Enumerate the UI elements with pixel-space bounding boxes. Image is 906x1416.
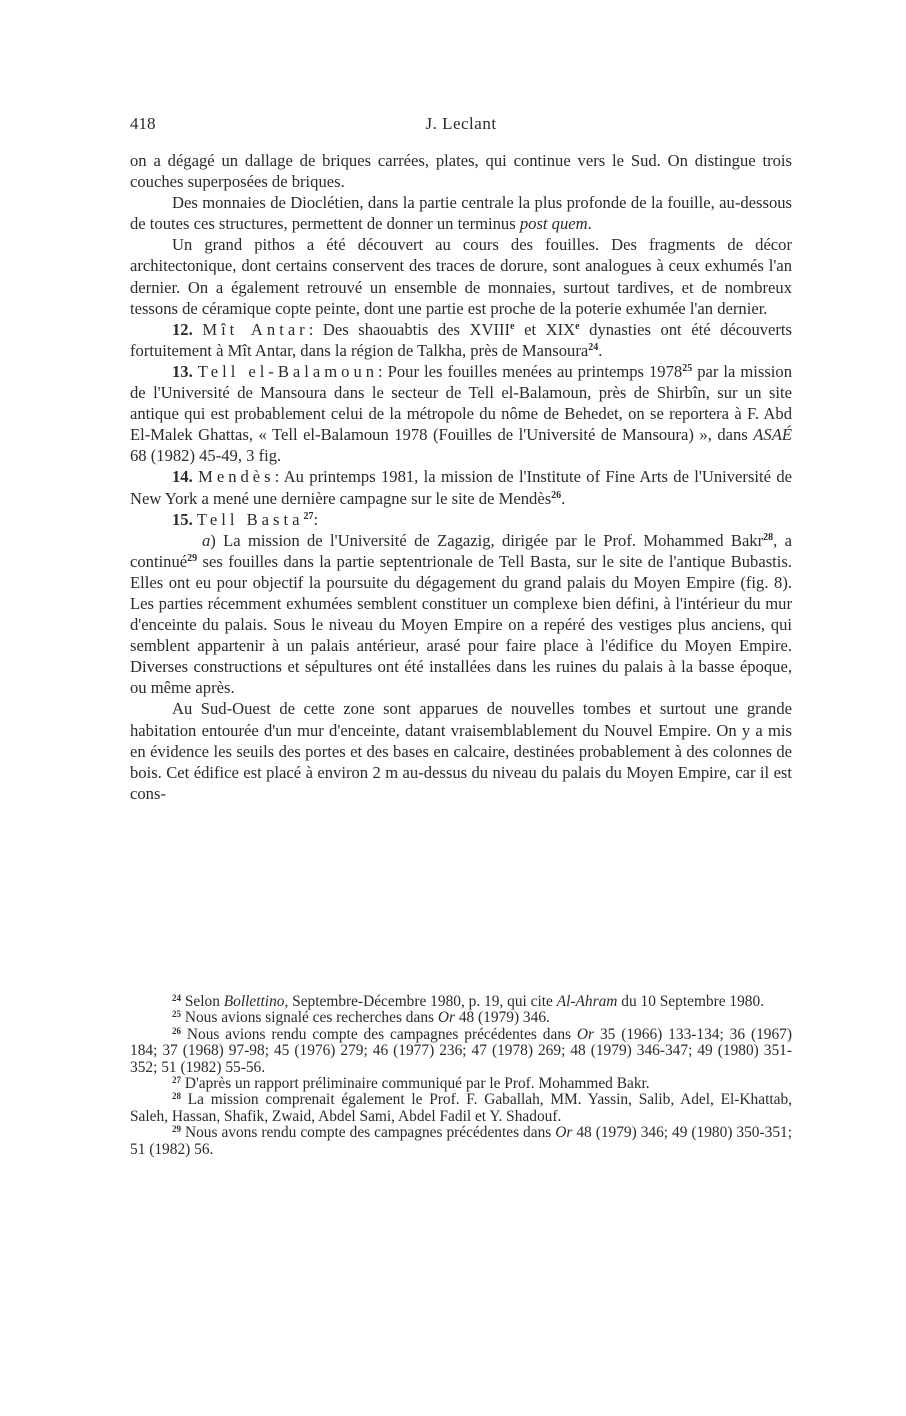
section-number: 14. xyxy=(172,467,193,487)
footnote-25: $^{25}$ Nous avions signalé ces recherches dans Or 48 (1979) 346. xyxy=(172,1009,550,1027)
footnote-28: $^{28}$ La mission comprenait également le Prof. F. Gaballah, MM. Yassin, Salib, Adel, El-Khattab, Saleh, Hassan, Shafik, Zwaid, Abdel Sami, Abdel Fadil et Y. Shadouf. xyxy=(130,1091,792,1125)
term-post-quem: post quem xyxy=(519,214,588,234)
body-text xyxy=(130,150,792,804)
footnote-ref: 26 xyxy=(551,489,562,501)
journal-title: ASAÉ xyxy=(753,425,792,445)
page-header xyxy=(130,114,792,136)
footnote-ref: 28 xyxy=(763,531,774,543)
subsection-label: a xyxy=(202,530,211,550)
footnote-29: $^{29}$ Nous avons rendu compte des campagnes précédentes dans Or 48 (1979) 346; 49 (1980) 350-351; 51 (1982) 56. xyxy=(130,1124,792,1158)
section-number: 15. xyxy=(172,509,193,529)
footnote-26: $^{26}$ Nous avions rendu compte des campagnes précédentes dans Or 35 (1966) 133-134; 36 (1967) 184; 37 (1968) 97-98; 45 (1976) 279; 46 (1977) 236; 47 (1978) 269; 48 (1979) 346-347; 49 (1980) 351-352; 51 (1982) 55-56. xyxy=(130,1025,792,1076)
paragraph-coins: Des monnaies de Dioclétien, dans la partie centrale la plus profonde de la fouille, au-dessous de toutes ces structures, permettent de donner un terminus post quem. xyxy=(130,193,792,234)
section-number: 13. xyxy=(172,361,193,381)
section-number: 12. xyxy=(172,319,193,339)
paragraph-continuation: on a dégagé un dallage de briques carrées, plates, qui continue vers le Sud. On distingue trois couches superposées de briques. xyxy=(130,151,792,192)
section-12: 12. Mît Antar: Des shaouabtis des XVIIIe et XIXe dynasties ont été découverts fortuitement à Mît Antar, dans la région de Talkha, près de Mansoura$^{24}$. xyxy=(130,319,793,360)
section-14: 14. Mendès: Au printemps 1981, la mission de l'Institute of Fine Arts de l'Université de New York a mené une dernière campagne sur le site de Mendès$^{26}$. xyxy=(130,467,792,508)
section-13: 13. Tell el-Balamoun: Pour les fouilles menées au printemps 1978$^{25}$ par la mission de l'Université de Mansoura dans le secteur de Tell el-Balamoun, près de Shirbîn, sur un site antique qui est probablement celui de la métropole du nôme de Behedet, on se reportera à F. Abd El-Malek Ghattas, « Tell el-Balamoun 1978 (Fouilles de l'Université de Mansoura) », dans ASAÉ 68 (1982) 45-49, 3 fig. xyxy=(130,361,793,466)
section-15: 15. Tell Basta$^{27}$: xyxy=(172,509,319,529)
section-15-a: a) La mission de l'Université de Zagazig, dirigée par le Prof. Mohammed Bakr$^{28}$, a continué$^{29}$ ses fouilles dans la partie septentrionale de Tell Basta, sur le site de l'antique Bubastis. Elles ont eu pour objectif la poursuite du dégagement du grand palais du Moyen Empire (fig. 8). Les parties récemment exhumées semblent constituer un complexe bien défini, à l'intérieur du mur d'enceinte du palais. Sous le niveau du Moyen Empire on a repéré des vestiges plus anciens, qui semblent appartenir à un palais antérieur, arasé pour faire place à l'édifice du Moyen Empire. Diverses constructions et sépultures ont été installées dans les ruines du palais à la basse époque, ou même après. xyxy=(130,530,792,698)
paragraph-pithos: Un grand pithos a été découvert au cours des fouilles. Des fragments de décor architectonique, dont certains conservent des traces de dorure, sont analogues à ceux exhumés l'an dernier. On a également retrouvé un ensemble de monnaies, surtout tardives, et de nombreux tessons de céramique copte peinte, dont une partie est proche de la poterie exhumée l'an dernier. xyxy=(130,235,792,318)
footnote-ref: 29 xyxy=(187,552,198,564)
footnote-ref: 27 xyxy=(303,510,314,522)
section-site-name: Tell el-Balamoun xyxy=(197,361,379,381)
footnote-27: $^{27}$ D'après un rapport préliminaire communiqué par le Prof. Mohammed Bakr. xyxy=(172,1075,650,1093)
running-title: J. Leclant xyxy=(425,114,497,133)
footnote-ref: 25 xyxy=(682,362,693,374)
paragraph-south-west: Au Sud-Ouest de cette zone sont apparues de nouvelles tombes et surtout une grande habitation entourée d'un mur d'enceinte, datant vraisemblablement du Nouvel Empire. On y a mis en évidence les seuils des portes et des bases en calcaire, destinées probablement à des colonnes de bois. Cet édifice est placé à environ 2 m au-dessus du niveau du palais du Moyen Empire, car il est cons- xyxy=(130,699,792,803)
footnotes xyxy=(130,994,792,1158)
footnote-ref: 24 xyxy=(588,341,599,353)
footnote-24: $^{24}$ Selon Bollettino, Septembre-Décembre 1980, p. 19, qui cite Al-Ahram du 10 Septembre 1980. xyxy=(172,993,765,1010)
page-number: 418 xyxy=(130,114,156,133)
section-site-name: Mendès xyxy=(198,467,275,487)
section-site-name: Tell Basta xyxy=(196,509,304,529)
section-site-name: Mît Antar xyxy=(202,319,309,339)
